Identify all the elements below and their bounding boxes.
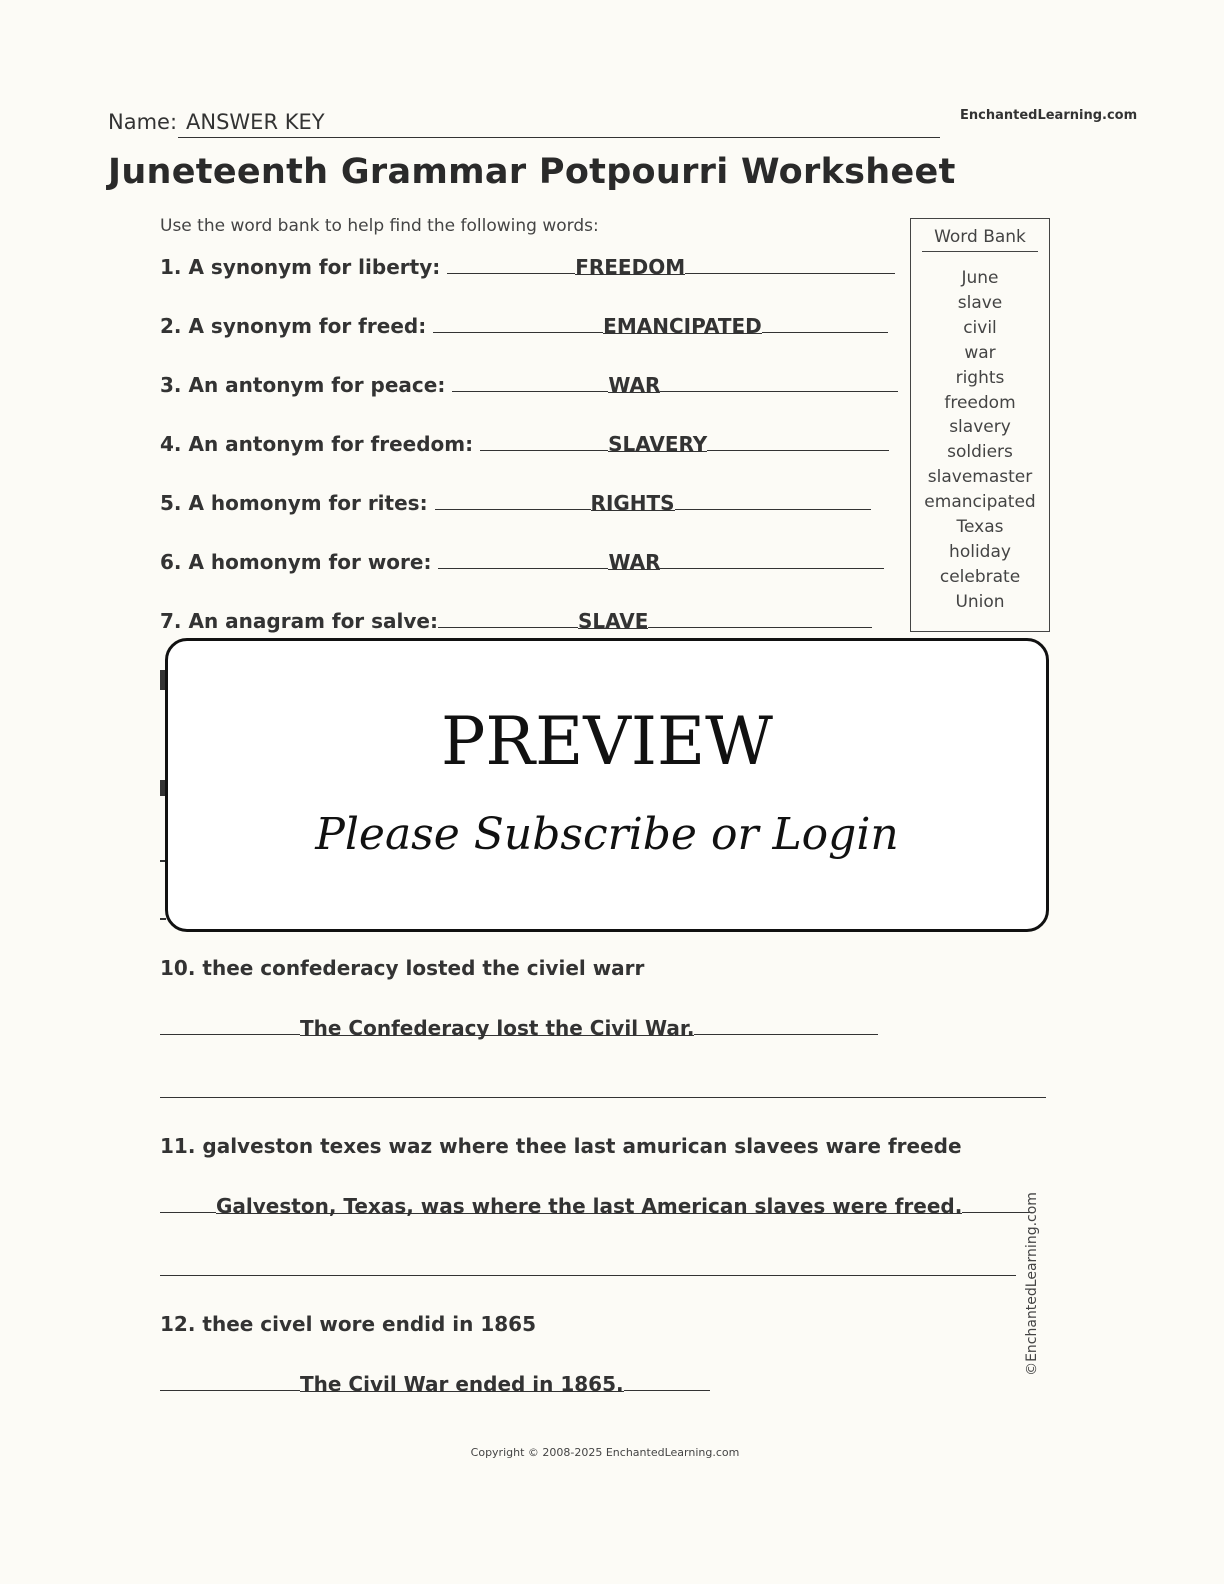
question-prompt: 3. An antonym for peace: [160,373,446,397]
question-answer: WAR [608,550,661,574]
word-bank-item: rights [955,367,1005,388]
word-bank-item: emancipated [924,492,1036,513]
answer-blank [438,608,578,628]
question-row [160,431,889,456]
word-bank-item: Union [955,591,1005,612]
word-bank-item: celebrate [939,566,1021,587]
word-bank-item: civil [963,317,997,338]
word-bank-item: holiday [949,541,1011,562]
preview-title: PREVIEW [440,703,774,780]
instructions: Use the word bank to help find the following words: [160,216,599,236]
site-name: EnchantedLearning.com [960,108,1138,123]
answer-blank [433,313,603,333]
sentence-answer-row [160,1015,878,1040]
side-copyright: ©EnchantedLearning.com [1024,1192,1040,1376]
word-bank-title: Word Bank [934,227,1026,247]
answer-blank [438,549,608,569]
sentence-answer-row [160,1371,710,1396]
preview-overlay[interactable] [165,638,1049,932]
answer-blank [707,431,889,451]
question-answer: SLAVE [578,609,649,633]
word-bank-divider [922,251,1038,252]
answer-blank [660,549,884,569]
question-row [160,372,898,397]
copyright: Copyright © 2008-2025 EnchantedLearning.com [470,1446,740,1459]
answer-blank [660,372,898,392]
answer-blank [452,372,608,392]
sentence-prompt: 11. galveston texes waz where thee last amurican slavees ware freede [160,1134,962,1158]
question-answer: EMANCIPATED [603,314,762,338]
question-answer: WAR [608,373,661,397]
word-bank-item: soldiers [947,442,1013,463]
sentence-prompt: 12. thee civel wore endid in 1865 [160,1312,536,1336]
sentence-answer: The Civil War ended in 1865. [300,1372,624,1396]
word-bank-item: war [964,342,996,363]
question-answer: SLAVERY [608,432,708,456]
word-bank-item: June [961,268,999,288]
subscribe-login-prompt[interactable]: Please Subscribe or Login [315,809,899,860]
answer-blank [685,254,895,274]
question-prompt: 6. A homonym for wore: [160,550,432,574]
question-row [160,549,884,574]
question-prompt: 2. A synonym for freed: [160,314,427,338]
word-bank-list [911,266,1049,615]
answer-blank [160,1015,300,1035]
question-prompt: 7. An anagram for salve: [160,609,438,633]
answer-blank [160,1193,216,1213]
answer-blank [624,1371,710,1391]
question-row [160,490,871,515]
hidden-content-edge [160,918,166,920]
answer-blank [694,1015,878,1035]
answer-blank [962,1193,1032,1213]
word-bank-item: Texas [956,517,1004,538]
question-prompt: 5. A homonym for rites: [160,491,428,515]
word-bank-item: slave [957,292,1003,313]
name-value: ANSWER KEY [186,110,325,134]
question-row [160,254,895,279]
word-bank [910,218,1050,632]
writing-line [160,1097,1046,1098]
sentence-answer: Galveston, Texas, was where the last American slaves were freed. [216,1194,963,1218]
question-answer: RIGHTS [590,491,675,515]
name-line [178,137,940,138]
word-bank-item: slavery [949,417,1011,438]
writing-line [160,1275,1016,1276]
answer-blank [675,490,871,510]
question-row [160,313,888,338]
question-prompt: 4. An antonym for freedom: [160,432,474,456]
page-title: Juneteenth Grammar Potpourri Worksheet [108,152,956,192]
answer-blank [648,608,872,628]
word-bank-item: slavemaster [927,467,1033,488]
question-prompt: 1. A synonym for liberty: [160,255,441,279]
question-answer: FREEDOM [575,255,686,279]
answer-blank [762,313,888,333]
answer-blank [480,431,608,451]
question-row [160,608,872,633]
name-label: Name: [108,110,178,134]
answer-blank [435,490,591,510]
sentence-answer: The Confederacy lost the Civil War. [300,1016,695,1040]
sentence-answer-row [160,1193,1032,1218]
sentence-prompt: 10. thee confederacy losted the civiel warr [160,956,645,980]
answer-blank [447,254,575,274]
word-bank-item: freedom [944,392,1016,413]
answer-blank [160,1371,300,1391]
